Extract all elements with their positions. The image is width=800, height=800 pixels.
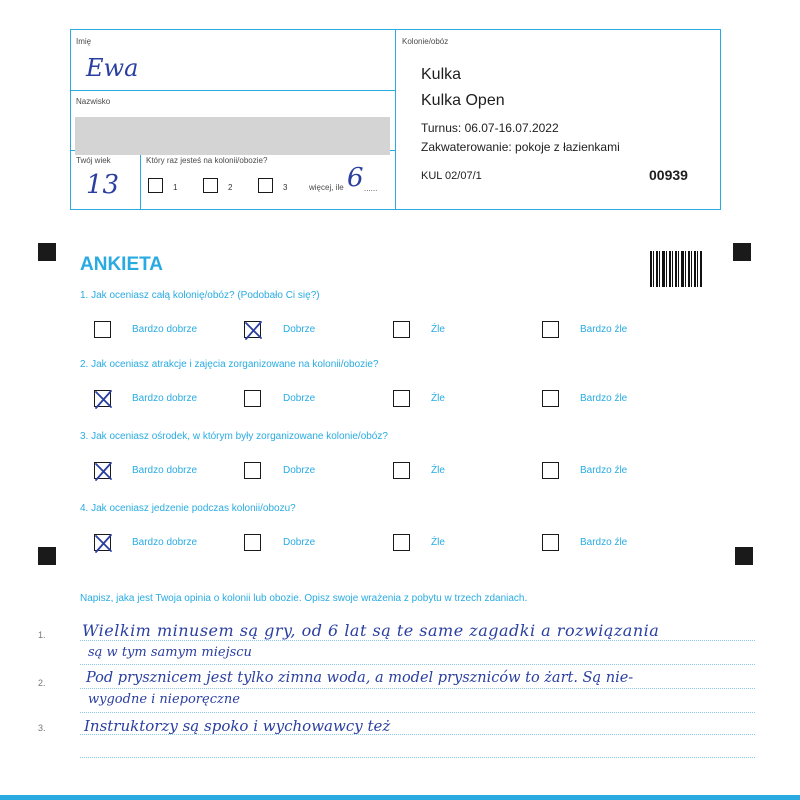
more-dots: ...... xyxy=(364,184,378,193)
answer-dotted-line xyxy=(80,640,755,641)
barcode xyxy=(650,251,702,287)
header-divider-name xyxy=(70,90,396,91)
q1-option-bardzo-zle: Bardzo źle xyxy=(580,324,628,335)
times-option-1: 1 xyxy=(173,183,178,192)
alignment-mark-bottom-right xyxy=(735,547,753,565)
surname-label: Nazwisko xyxy=(76,97,111,106)
q4-checkbox-bardzo-dobrze[interactable] xyxy=(94,534,111,551)
q1-option-dobrze: Dobrze xyxy=(283,324,316,335)
survey-title: ANKIETA xyxy=(80,254,164,275)
q1-checkbox-dobrze[interactable] xyxy=(244,321,261,338)
camp-label: Kolonie/obóz xyxy=(402,37,449,46)
checkmark-x-icon xyxy=(242,319,265,342)
age-value[interactable]: 13 xyxy=(86,170,120,200)
q4-option-zle: Źle xyxy=(431,537,445,548)
q2-option-bardzo-zle: Bardzo źle xyxy=(580,393,628,404)
checkmark-x-icon xyxy=(92,532,115,555)
answer-line-3[interactable]: Instruktorzy są spoko i wychowawcy też xyxy=(84,717,391,735)
q1-checkbox-zle[interactable] xyxy=(393,321,410,338)
answer-line-1[interactable]: Wielkim minusem są gry, od 6 lat są te same zagadki a rozwiązania xyxy=(82,621,660,640)
q4-checkbox-zle[interactable] xyxy=(393,534,410,551)
q1-option-bardzo-dobrze: Bardzo dobrze xyxy=(132,324,198,335)
more-value[interactable]: 6 xyxy=(347,163,364,193)
question-2: 2. Jak oceniasz atrakcje i zajęcia zorganizowane na kolonii/obozie? xyxy=(80,359,379,370)
age-label: Twój wiek xyxy=(76,156,111,165)
answer-dotted-line xyxy=(80,757,755,758)
answer-dotted-line xyxy=(80,688,755,689)
q2-checkbox-bardzo-dobrze[interactable] xyxy=(94,390,111,407)
q3-option-dobrze: Dobrze xyxy=(283,465,316,476)
q3-option-zle: Źle xyxy=(431,465,445,476)
more-label: więcej, ile xyxy=(309,183,344,192)
line-number-3: 3. xyxy=(38,723,46,733)
line-number-2: 2. xyxy=(38,678,46,688)
q3-checkbox-dobrze[interactable] xyxy=(244,462,261,479)
camp-name: Kulka xyxy=(421,66,462,83)
alignment-mark-bottom-left xyxy=(38,547,56,565)
q3-checkbox-zle[interactable] xyxy=(393,462,410,479)
q2-option-zle: Źle xyxy=(431,393,445,404)
times-checkbox-2[interactable] xyxy=(203,178,218,193)
times-checkbox-1[interactable] xyxy=(148,178,163,193)
camp-program: Kulka Open xyxy=(421,92,505,109)
answer-dotted-line xyxy=(80,664,755,665)
q4-option-bardzo-dobrze: Bardzo dobrze xyxy=(132,537,198,548)
q1-checkbox-bardzo-dobrze[interactable] xyxy=(94,321,111,338)
bottom-border xyxy=(0,795,800,800)
q2-checkbox-dobrze[interactable] xyxy=(244,390,261,407)
q4-option-dobrze: Dobrze xyxy=(283,537,316,548)
header-divider-vertical xyxy=(395,29,396,210)
opinion-prompt: Napisz, jaka jest Twoja opinia o kolonii lub obozie. Opisz swoje wrażenia z pobytu w trzech zdaniach. xyxy=(80,593,528,604)
q4-option-bardzo-zle: Bardzo źle xyxy=(580,537,628,548)
camp-code: KUL 02/07/1 xyxy=(421,170,482,182)
times-option-2: 2 xyxy=(228,183,233,192)
q1-option-zle: Źle xyxy=(431,324,445,335)
answer-dotted-line xyxy=(80,712,755,713)
question-3: 3. Jak oceniasz ośrodek, w którym były zorganizowane kolonie/obóz? xyxy=(80,431,388,442)
q2-option-bardzo-dobrze: Bardzo dobrze xyxy=(132,393,198,404)
q3-checkbox-bardzo-dobrze[interactable] xyxy=(94,462,111,479)
times-option-3: 3 xyxy=(283,183,288,192)
checkmark-x-icon xyxy=(92,460,115,483)
turnus: Turnus: 06.07-16.07.2022 xyxy=(421,121,559,135)
q3-option-bardzo-dobrze: Bardzo dobrze xyxy=(132,465,198,476)
times-checkbox-3[interactable] xyxy=(258,178,273,193)
answer-line-2-continued[interactable]: wygodne i nieporęczne xyxy=(88,692,240,707)
question-4: 4. Jak oceniasz jedzenie podczas kolonii/obozu? xyxy=(80,503,296,514)
header-divider-age xyxy=(140,150,141,210)
q3-checkbox-bardzo-zle[interactable] xyxy=(542,462,559,479)
q4-checkbox-dobrze[interactable] xyxy=(244,534,261,551)
accommodation: Zakwaterowanie: pokoje z łazienkami xyxy=(421,140,620,154)
checkmark-x-icon xyxy=(92,388,115,411)
q4-checkbox-bardzo-zle[interactable] xyxy=(542,534,559,551)
q3-option-bardzo-zle: Bardzo źle xyxy=(580,465,628,476)
line-number-1: 1. xyxy=(38,630,46,640)
answer-line-2[interactable]: Pod prysznicem jest tylko zimna woda, a model pryszniców to żart. Są nie- xyxy=(86,670,634,686)
alignment-mark-top-left xyxy=(38,243,56,261)
q2-checkbox-bardzo-zle[interactable] xyxy=(542,390,559,407)
surname-redaction xyxy=(75,117,390,155)
answer-line-1-continued[interactable]: są w tym samym miejscu xyxy=(88,645,252,660)
form-number: 00939 xyxy=(649,167,688,183)
times-label: Który raz jesteś na kolonii/obozie? xyxy=(146,156,268,165)
q2-option-dobrze: Dobrze xyxy=(283,393,316,404)
name-value[interactable]: Ewa xyxy=(86,54,139,82)
q1-checkbox-bardzo-zle[interactable] xyxy=(542,321,559,338)
alignment-mark-top-right xyxy=(733,243,751,261)
name-label: Imię xyxy=(76,37,92,46)
q2-checkbox-zle[interactable] xyxy=(393,390,410,407)
question-1: 1. Jak oceniasz całą kolonię/obóz? (Podobało Ci się?) xyxy=(80,290,320,301)
